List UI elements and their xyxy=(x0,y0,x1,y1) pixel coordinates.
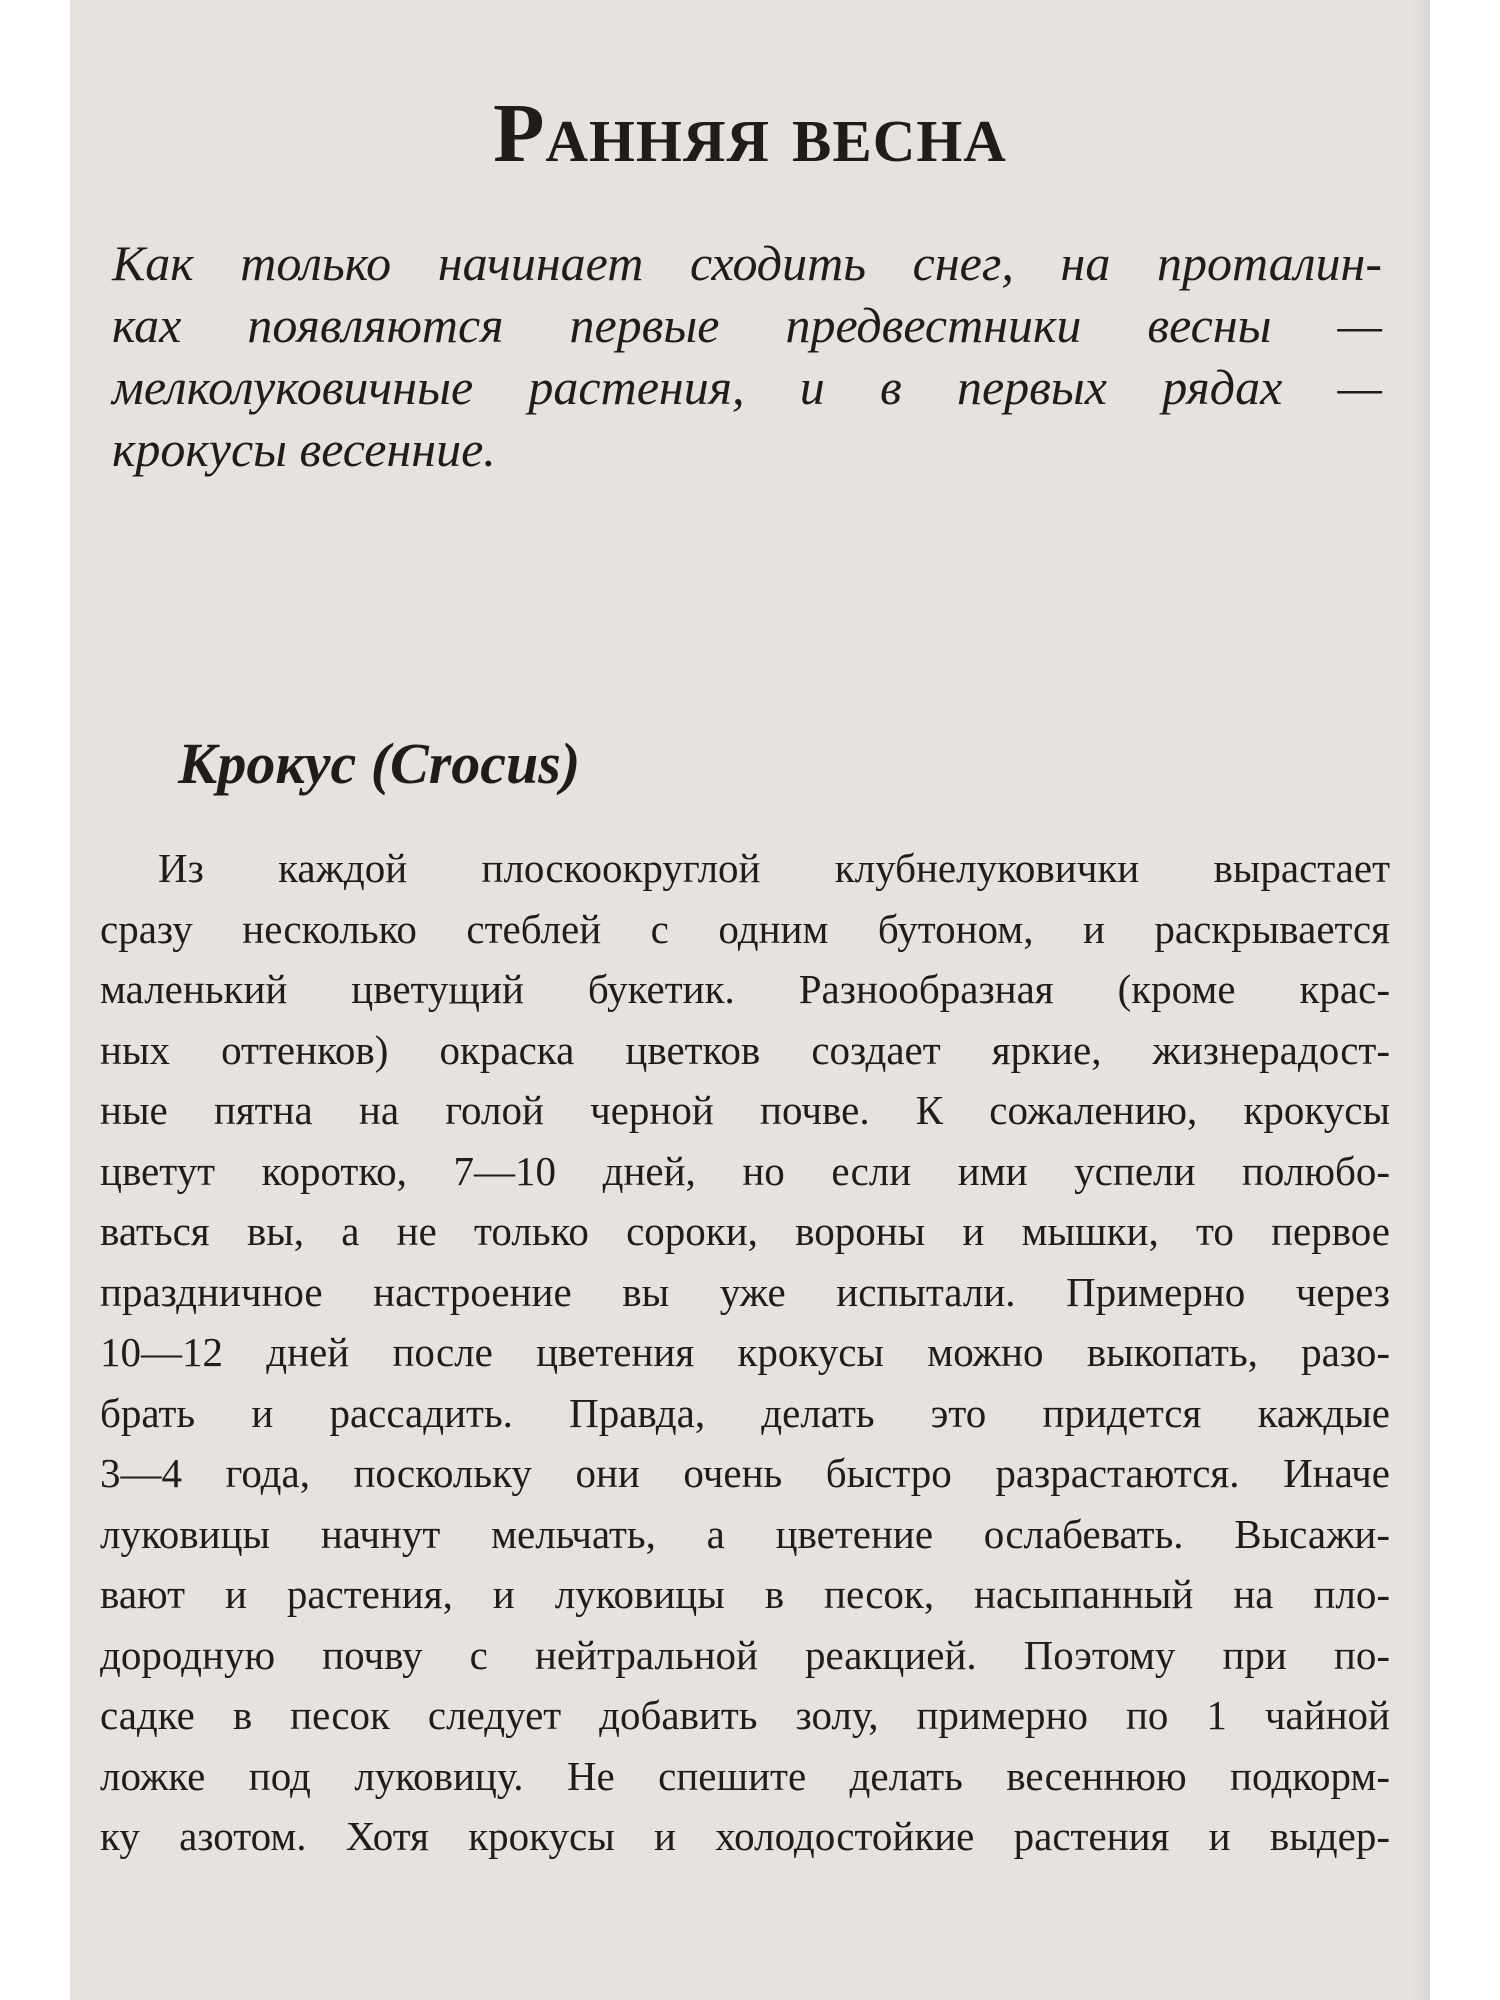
body-line: 3—4 года, поскольку они очень быстро разрастаются. Иначе xyxy=(100,1450,1390,1496)
body-line: сразу несколько стеблей с одним бутоном, и раскрывается xyxy=(100,905,1390,952)
body-line: праздничное настроение вы уже испытали. Примерно через xyxy=(100,1268,1390,1315)
chapter-title: Ранняя весна xyxy=(493,87,1007,180)
section-title: Крокус (Crocus) xyxy=(178,731,581,796)
body-line: 10—12 дней после цветения крокусы можно выкопать, разо- xyxy=(100,1329,1390,1375)
body-line: ку азотом. Хотя крокусы и холодостойкие растения и выдер- xyxy=(100,1813,1390,1859)
lead-paragraph xyxy=(112,232,1382,480)
body-line: луковицы начнут мельчать, а цветение ослабевать. Высажи- xyxy=(100,1510,1390,1557)
body-paragraph xyxy=(100,838,1390,1867)
body-line: ные пятна на голой черной почве. К сожалению, крокусы xyxy=(100,1087,1390,1133)
lead-line: ках появляются первые предвестники весны — xyxy=(112,297,1382,353)
body-line: Из каждой плоскоокруглой клубнелуковички вырастает xyxy=(158,845,1390,891)
body-line: дородную почву с нейтральной реакцией. Поэтому при по- xyxy=(100,1631,1390,1678)
body-line: брать и рассадить. Правда, делать это придется каждые xyxy=(100,1389,1390,1436)
body-line: маленький цветущий букетик. Разнообразная (кроме крас- xyxy=(100,966,1390,1012)
body-line: садке в песок следует добавить золу, примерно по 1 чайной xyxy=(100,1692,1390,1738)
body-line: вают и растения, и луковицы в песок, насыпанный на пло- xyxy=(100,1571,1390,1617)
body-line: ных оттенков) окраска цветков создает яркие, жизнерадост- xyxy=(100,1026,1390,1073)
lead-line: мелколуковичные растения, и в первых рядах — xyxy=(112,359,1382,415)
lead-line: крокусы весенние. xyxy=(112,421,496,477)
book-page xyxy=(70,0,1430,2000)
body-line: ложке под луковицу. Не спешите делать весеннюю подкорм- xyxy=(100,1752,1390,1799)
lead-line: Как только начинает сходить снег, на проталин- xyxy=(112,235,1382,291)
body-line: цветут коротко, 7—10 дней, но если ими успели полюбо- xyxy=(100,1147,1390,1194)
page-edge-shadow xyxy=(1412,0,1430,2000)
body-line: ваться вы, а не только сороки, вороны и мышки, то первое xyxy=(100,1208,1390,1254)
